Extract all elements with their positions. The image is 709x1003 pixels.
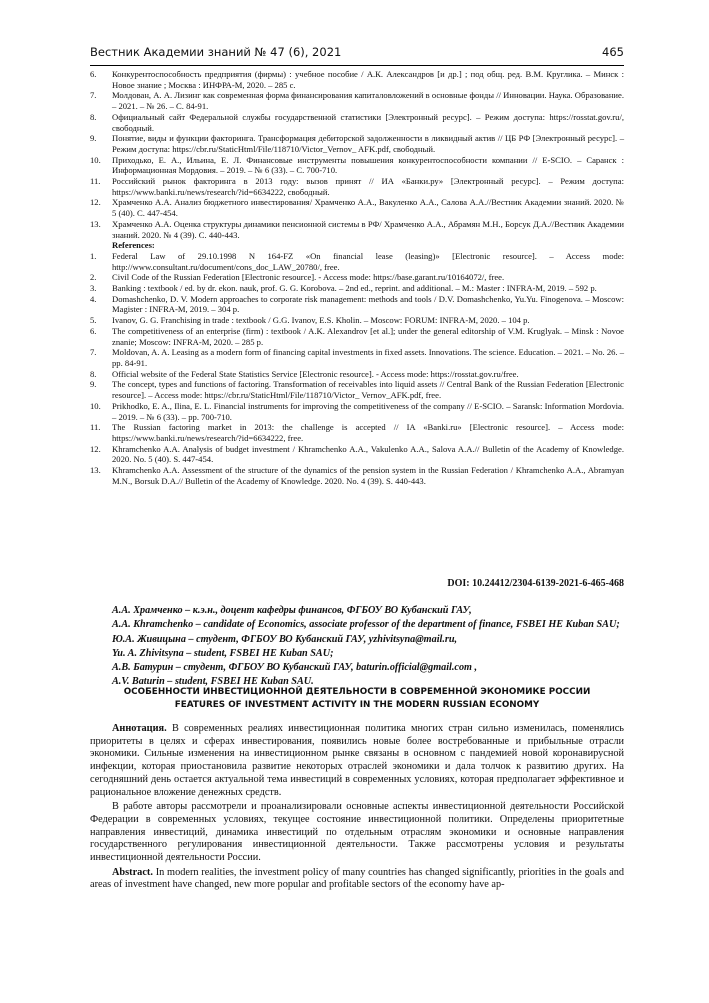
reference-number: 1. <box>90 250 97 261</box>
abstract-russian-text: В современных реалиях инвестиционная политика многих стран сильно изменилась, поменялись приоритеты в целях и сферах инвестирования, появились новые более востребованные и прибыльные отрасли экономики. Сильные изменения на инвестиционном рынке связаны в основном с пандемией новой коронавирусной инфекции, которая приостановила развитие некоторых отраслей экономики и дала толчок к развитию других. На сегодняшний день остается актуальной тема инвестиций в современных условиях, которая предполагает эффективное и рациональное вложение денежных средств. <box>90 723 624 798</box>
reference-item <box>90 315 624 326</box>
reference-item <box>90 219 624 240</box>
reference-item <box>90 401 624 422</box>
reference-text: Ivanov, G. G. Franchising in trade : textbook / G.G. Ivanov, E.S. Kholin. – Moscow: FORUM: INFRA-M, 2020. – 104 p. <box>112 315 530 326</box>
reference-text: Приходько, Е. А., Ильина, Е. Л. Финансовые инструменты повышения конкурентоспособности компании // E-SCIO. – Саранск : Информационная Мордовия. – 2019. – № 6 (33). – С. 700-710. <box>112 154 624 176</box>
abstract-english-lead: Abstract. <box>112 866 153 878</box>
reference-text: Civil Code of the Russian Federation [Electronic resource]. - Access mode: https://base.garant.ru/10164072/, free. <box>112 272 505 283</box>
reference-item <box>90 251 624 272</box>
article-titles <box>90 686 624 712</box>
reference-number: 4. <box>90 293 97 304</box>
author-line: А.А. Храмченко – к.э.н., доцент кафедры финансов, ФГБОУ ВО Кубанский ГАУ, <box>112 605 472 616</box>
reference-text: Moldovan, A. A. Leasing as a modern form of financing capital investments in fixed assets. Innovations. The science. Education. – 2021. – No. 26. – pp. 84-91. <box>112 347 625 368</box>
journal-title: Вестник Академии знаний № 47 (6), 2021 <box>90 45 342 59</box>
references-russian <box>90 69 624 240</box>
references-heading: References: <box>112 240 155 251</box>
reference-item <box>90 369 624 380</box>
reference-item <box>90 197 624 218</box>
reference-item <box>90 90 624 111</box>
reference-text: Prikhodko, E. A., Ilina, E. L. Financial instruments for improving the competitiveness of the company // E-SCIO. – Saransk: Information Mordovia. – 2019. – № 6 (33). – pp. 700-710. <box>112 400 624 422</box>
reference-item <box>90 294 624 315</box>
reference-item <box>90 155 624 176</box>
reference-item <box>90 69 624 90</box>
references-english <box>90 251 624 486</box>
reference-text: Official website of the Federal State Statistics Service [Electronic resource]. - Access mode: https://rosstat.gov.ru/free. <box>112 368 519 379</box>
reference-item <box>90 347 624 368</box>
abstract-russian <box>90 723 624 799</box>
reference-item <box>90 283 624 294</box>
reference-text: Конкурентоспособность предприятия (фирмы) : учебное пособие / А.К. Александров [и др.] ; под общ. ред. В.М. Круглика. – Минск : Новое знание ; Москва : ИНФРА-М, 2020. – 285 с. <box>112 69 624 90</box>
reference-text: Domashchenko, D. V. Modern approaches to corporate risk management: methods and tools / D.V. Domashchenko, Yu.Yu. Finogenova. – Moscow: Magister : INFRA-M, 2019. – 304 p. <box>112 293 624 315</box>
reference-number: 10. <box>90 154 101 165</box>
reference-text: The concept, types and functions of factoring. Transformation of receivables into liquid assets // Central Bank of the Russian Federation [Electronic resource]. – Access mode: https://cbr.ru/StaticHtml/File/118710/Victor_ Vernov_AFK.pdf, free. <box>112 379 624 401</box>
reference-number: 11. <box>90 176 101 187</box>
running-header <box>90 45 624 66</box>
abstract-english-text: In modern realities, the investment policy of many countries has changed significantly, priorities in the goals and areas of investment have changed, new more popular and profitable sectors of the economy have ap- <box>90 866 624 891</box>
reference-number: 11. <box>90 422 101 433</box>
reference-text: Khramchenko A.A. Analysis of budget investment / Khramchenko A.A., Vakulenko A.A., Salova A.A.// Bulletin of the Academy of Knowledge. 2020. No. 5 (40). S. 447-454. <box>112 443 624 465</box>
reference-item <box>90 444 624 465</box>
reference-text: The competitiveness of an enterprise (firm) : textbook / A.K. Alexandrov [et al.]; under the general editorship of V.M. Kruglyak. – Minsk : Novoe znanie; Moscow: INFRA-M, 2020. – 285 p. <box>112 325 624 347</box>
reference-number: 2. <box>90 272 97 283</box>
page-number: 465 <box>602 45 624 59</box>
reference-text: The Russian factoring market in 2013: the challenge is accepted // IA «Banki.ru» [Electronic resource]. – Access mode: https://www.banki.ru/news/research/?id=6634222, free. <box>112 422 624 443</box>
reference-number: 7. <box>90 90 97 101</box>
author-line: Yu. A. Zhivitsyna – student, FSBEI HE Kuban SAU; <box>112 647 334 659</box>
reference-text: Храмченко А.А. Анализ бюджетного инвестирования/ Храмченко А.А., Вакуленко А.А., Салова А.А.//Вестник Академии знаний. 2020. № 5 (40). С. 447-454. <box>112 197 624 219</box>
reference-item <box>90 465 624 486</box>
reference-number: 12. <box>90 197 101 208</box>
reference-number: 10. <box>90 400 101 411</box>
reference-number: 6. <box>90 69 97 79</box>
author-block <box>90 604 624 690</box>
abstract-english <box>90 867 624 892</box>
reference-number: 8. <box>90 368 97 379</box>
reference-number: 9. <box>90 379 97 390</box>
reference-number: 3. <box>90 283 97 294</box>
author-line: Ю.А. Живицына – студент, ФГБОУ ВО Кубанский ГАУ, yzhivitsyna@mail.ru, <box>112 633 458 645</box>
doi-link[interactable]: DOI: 10.24412/2304-6139-2021-6-465-468 <box>447 578 624 589</box>
reference-text: Молдован, А. А. Лизинг как современная форма финансирования капиталовложений в основные фонды // Инновации. Наука. Образование. – 2021. – № 26. – С. 84-91. <box>112 90 624 112</box>
reference-number: 13. <box>90 218 101 229</box>
reference-item <box>90 112 624 133</box>
reference-item <box>90 422 624 443</box>
article-title-english: FEATURES OF INVESTMENT ACTIVITY IN THE MODERN RUSSIAN ECONOMY <box>174 700 540 710</box>
reference-number: 13. <box>90 465 101 476</box>
reference-text: Banking : textbook / ed. by dr. ekon. nauk, prof. G. G. Korobova. – 2nd ed., reprint. and additional. – M.: Master : INFRA-M, 2019. – 592 p. <box>112 283 597 294</box>
author-line: A.V. Baturin – student, FSBEI HE Kuban SAU. <box>112 676 314 688</box>
reference-text: Khramchenko A.A. Assessment of the structure of the dynamics of the pension system in the Russian Federation / Khramchenko A.A., Abramyan M.N., Borsuk D.A.// Bulletin of the Academy of Knowledge. 2020. No. 4 (39). S. 440-443. <box>112 465 624 486</box>
reference-text: Российский рынок факторинга в 2013 году: вызов принят // ИА «Банки.ру» [Электронный ресурс]. – Режим доступа: https://www.banki.ru/news/research/?id=6634222, свободный. <box>112 176 624 197</box>
abstract-russian-lead: Аннотация. <box>112 723 167 734</box>
reference-number: 7. <box>90 347 97 358</box>
reference-item <box>90 133 624 154</box>
abstract-russian-paragraph-2: В работе авторы рассмотрели и проанализировали основные аспекты инвестиционной деятельности Российской Федерации в современных условиях, текущее состояние инвестиционной политики. Определены приоритетные направления инвестиций, динамика инвестиций по отдельным отраслям экономики и основные направления государственного регулирования инвестиционной деятельности. Также рассмотрены условия и результаты инвестиционной деятельности России. <box>90 801 624 864</box>
reference-list <box>90 69 624 486</box>
author-line: А.В. Батурин – студент, ФГБОУ ВО Кубанский ГАУ, baturin.official@gmail.com , <box>112 662 478 674</box>
reference-item <box>90 272 624 283</box>
author-line: A.A. Khramchenko – candidate of Economics, associate professor of the department of finance, FSBEI HE Kuban SAU; <box>112 619 620 631</box>
reference-item <box>90 379 624 400</box>
reference-text: Понятие, виды и функции факторинга. Трансформация дебиторской задолженности в ликвидный актив // ЦБ РФ [Электронный ресурс]. – Режим доступа: https://cbr.ru/StaticHtml/File/118710/Victor_Vernov_ AFK.pdf, свободный. <box>112 133 624 154</box>
reference-text: Храмченко А.А. Оценка структуры динамики пенсионной системы в РФ/ Храмченко А.А., Абрамян М.Н., Борсук Д.А.//Вестник Академии знаний. 2020. № 4 (39). С. 440-443. <box>112 218 624 240</box>
reference-text: Официальный сайт Федеральной службы государственной статистики [Электронный ресурс]. – Режим доступа: https://rosstat.gov.ru/, свободный. <box>112 111 624 133</box>
reference-text: Federal Law of 29.10.1998 N 164-FZ «On financial lease (leasing)» [Electronic resource]. – Access mode: http://www.consultant.ru/document/cons_doc_LAW_20780/, free. <box>112 250 624 272</box>
reference-number: 5. <box>90 315 97 326</box>
reference-item <box>90 176 624 197</box>
reference-number: 8. <box>90 111 97 122</box>
article-title-russian: ОСОБЕННОСТИ ИНВЕСТИЦИОННОЙ ДЕЯТЕЛЬНОСТИ В СОВРЕМЕННОЙ ЭКОНОМИКЕ РОССИИ <box>123 687 591 697</box>
reference-number: 12. <box>90 443 101 454</box>
reference-number: 9. <box>90 133 97 144</box>
abstract-section <box>90 723 624 894</box>
reference-item <box>90 326 624 347</box>
reference-number: 6. <box>90 325 97 336</box>
